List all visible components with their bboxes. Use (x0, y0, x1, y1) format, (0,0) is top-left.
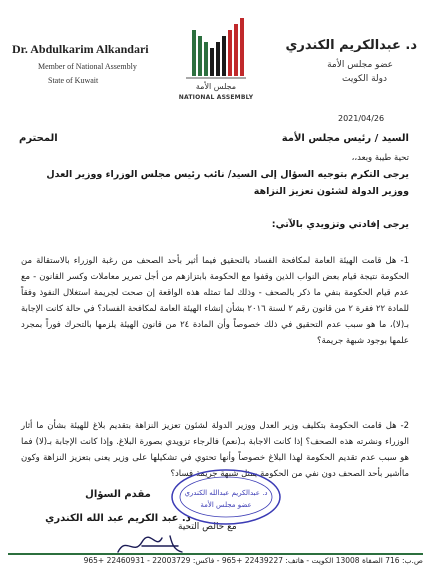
logo-arabic-text: مجلس الأمة (195, 82, 237, 91)
letter-date: 2021/04/26 (338, 114, 385, 123)
provide-prompt: يرجى إفادتي وتزويدي بالآتي: (271, 219, 409, 230)
english-name: Dr. Abdulkarim Alkandari (12, 42, 149, 56)
addressee: السيد / رئيس مجلس الأمة (281, 133, 409, 144)
arabic-state: دولة الكويت (342, 74, 387, 84)
logo-english-text: NATIONAL ASSEMBLY (178, 94, 254, 101)
question-1: 1- هل قامت الهيئة العامة لمكافحة الفساد بالتحقيق فيما أثير بأحد الصحف من رغبة الوزراء بالاستقالة من الحكومة نتيجة قيام بعض النواب الذين وقفوا مع الحكومة بابتزازهم من أجل تمرير معاملات وكسر القانون - مع عدم قيام الحكومة بنفي ما ذكر بالصحف - وذلك لما تمثله هذه الواقعة إن صحت لجريمة استغلال النفوذ وفقاً للمادة ٢٢ فقرة ٢ من قانون رقم ٢ لسنة ٢٠١٦ بشأن إنشاء الهيئة العامة لمكافحة الفساد؟ في حالة كانت الإجابة بـ(لا)، ما هو سبب عدم التحقيق في ذلك خصوصاً وأن المادة ٢٤ من قانون الهيئة يلزمها بالتحرك فوراً بمجرد علمها بوجود شبهة جريمة؟ (21, 256, 409, 346)
english-role: Member of National Assembly (38, 62, 137, 71)
footer-contact: ص.ب: 716 الصفاة 13008 الكويت - هاتف: 22439227 +965 - فاكس: 22003729 - 22460931 +965 (83, 556, 423, 565)
closing: مع خالص التحية (178, 522, 237, 532)
arabic-role: عضو مجلس الأمة (327, 60, 393, 70)
footer-divider (8, 553, 423, 555)
greeting: تحية طيبة وبعد،، (351, 153, 409, 163)
stamp-subtext: عضو مجلس الأمة (200, 501, 252, 509)
request-paragraph: يرجى التكرم بتوجيه السؤال إلى السيد/ نائب رئيس مجلس الوزراء ووزير العدل ووزير الدولة لشئون تعزيز النزاهة (46, 169, 409, 197)
signer-name: د. عبد الكريم عبد الله الكندري (45, 513, 191, 524)
honorific: المحترم (19, 133, 58, 144)
arabic-name: د. عبدالكريم الكندري (285, 38, 417, 53)
question-2: 2- هل قامت الحكومة بتكليف وزير العدل ووزير الدولة لشئون تعزيز النزاهة بتقديم بلاغ للهيئة بشأن ما أثار الوزراء ونشرته هذه الصحف؟ إذا كانت الاجابة بـ(نعم) فالرجاء تزويدي بصورة البلاغ. وإذا كانت الإجابة بـ(لا) فما هو سبب عدم تقديم الحكومة لهذا البلاغ خصوصاً وأنها تحتوي في تشكيلها على وزير يعنى بتعزيز النزاهة وكون ماأشير بأحد الصحف دون نفي من الحكومة يمثل شبهة جريمة فساد؟ (21, 421, 409, 479)
signer-title: مقدم السؤال (85, 489, 151, 500)
english-state: State of Kuwait (48, 76, 99, 85)
stamp-text: د. عبدالكريم عبدالله الكندري (184, 489, 268, 497)
salutation-line (19, 133, 409, 144)
